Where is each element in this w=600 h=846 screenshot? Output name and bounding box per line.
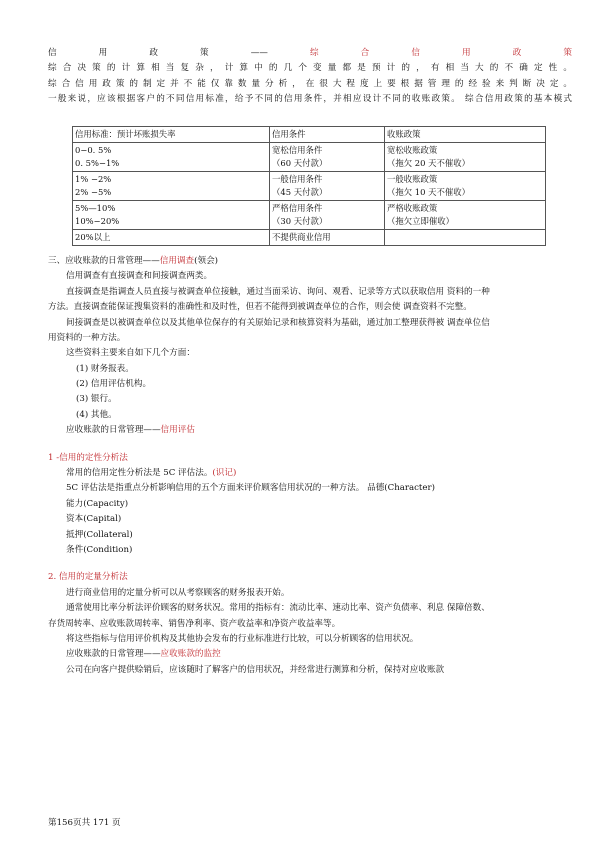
list-item: 条件(Condition)	[66, 545, 133, 555]
paragraph: 信用调查有直接调查和间接调查两类。	[66, 271, 213, 282]
cell-line: 10%−20%	[75, 215, 120, 226]
list-item: (4) 其他。	[76, 409, 117, 420]
table-header-cell: 信用标准：预计坏账损失率	[73, 126, 270, 142]
section-title-prefix: 三、应收账款的日常管理——	[48, 255, 160, 266]
cell-line: 2% −5%	[75, 186, 112, 197]
qualitative-title: 1 -信用的定性分析法	[48, 452, 128, 463]
cell-line: 一般收账政策	[387, 173, 438, 184]
table-row	[73, 171, 546, 200]
table-cell	[385, 171, 546, 200]
cell-line: （30 天付款）	[272, 215, 328, 226]
table-cell	[385, 142, 546, 171]
list-item: 能力(Capacity)	[66, 498, 129, 509]
cell-line: 1% −2%	[75, 173, 112, 184]
cell-line: （60 天付款）	[272, 157, 328, 168]
table-cell	[73, 142, 270, 171]
subsection-highlight: 应收账款的监控	[160, 649, 221, 660]
subsection-prefix: 应收账款的日常管理——	[66, 425, 161, 436]
paragraph: 将这些指标与信用评价机构及其他协会发布的行业标准进行比较，可以分析顾客的信用状况。	[66, 633, 419, 644]
subsection-prefix: 应收账款的日常管理——	[66, 649, 161, 660]
table-header-cell: 收账政策	[385, 126, 546, 142]
table-row	[73, 229, 546, 245]
cell-line: （45 天付款）	[272, 186, 328, 197]
table-cell	[73, 229, 270, 245]
cell-line: 20%以上	[75, 231, 111, 242]
paragraph: 公司在向客户提供赊销后，应该随时了解客户的信用状况，并经常进行测算和分析，保持对应收账款	[66, 664, 445, 675]
table-cell	[270, 229, 385, 245]
paragraph: 直接调查是指调查人员直接与被调查单位接触，通过当面采访、询问、观看、记录等方式以获取信用 资料的一种	[66, 286, 490, 297]
cell-line: （拖欠立即催收）	[387, 215, 454, 226]
table-row	[73, 142, 546, 171]
table-cell	[270, 142, 385, 171]
table-cell	[385, 200, 546, 229]
cell-line: 0−0. 5%	[75, 144, 112, 155]
list-item: (3) 银行。	[76, 394, 117, 405]
intro-line-3: 综合信用政策的制定并不能仅靠数量分析，在很大程度上要根据管理的经验来判断决定。	[48, 78, 572, 89]
section-3-title	[48, 254, 572, 269]
table-cell	[270, 171, 385, 200]
table-cell	[73, 171, 270, 200]
list-item: (2) 信用评估机构。	[76, 379, 152, 390]
table-cell	[270, 200, 385, 229]
page-number: 第156页共 171 页	[48, 818, 121, 828]
list-item: 资本(Capital)	[66, 514, 122, 525]
cell-line: （拖欠 10 天不催收）	[387, 186, 470, 197]
section-title-highlight: 信用调查	[159, 255, 195, 266]
quantitative-title: 2. 信用的定量分析法	[48, 572, 128, 583]
paragraph-note: (识记)	[212, 468, 237, 479]
cell-line: 宽松信用条件	[272, 144, 323, 155]
list-item: 抵押(Collateral)	[66, 529, 133, 540]
section-title-suffix: (领会)	[194, 255, 219, 266]
cell-line: 不提供商业信用	[272, 231, 331, 242]
paragraph-text: 常用的信用定性分析法是 5C 评估法。	[66, 468, 213, 479]
cell-line: 宽松收账政策	[387, 144, 438, 155]
table-cell	[73, 200, 270, 229]
document-page	[48, 46, 572, 678]
heading-line	[48, 46, 572, 61]
intro-line-4: 一般来说，应该根据客户的不同信用标准，给予不同的信用条件，并相应设计不同的收账政策。 综合信用政策的基本模式	[48, 94, 572, 105]
intro-line-2: 综合决策的计算相当复杂，计算中的几个变量都是预计的，有相当大的不确定性。	[48, 63, 572, 74]
paragraph: 用资料的一种方法。	[48, 332, 126, 343]
table-header-row	[73, 126, 546, 142]
subsection-highlight: 信用评估	[160, 425, 195, 436]
paragraph: 这些资料主要来自如下几个方面：	[66, 348, 195, 359]
subsection-title	[48, 423, 572, 438]
cell-line: 一般信用条件	[272, 173, 323, 184]
paragraph: 存货周转率、应收账款周转率、销售净利率、资产收益率和净资产收益率等。	[48, 618, 341, 629]
paragraph: 通常使用比率分析法评价顾客的财务状况。常用的指标有：流动比率、速动比率、资产负债率、利息 保障倍数、	[66, 603, 490, 614]
table-row	[73, 200, 546, 229]
credit-policy-table	[72, 126, 546, 246]
heading-prefix: 信用政策——	[48, 48, 268, 58]
subsection-title	[48, 647, 572, 662]
paragraph: 5C 评估法是指重点分析影响信用的五个方面来评价顾客信用状况的一种方法。 品德(Character)	[66, 483, 435, 494]
paragraph: 间接调查是以被调查单位以及其他单位保存的有关原始记录和核算资料为基础，通过加工整理获得被 调查单位信	[66, 317, 490, 328]
cell-line: 0. 5%−1%	[75, 157, 120, 168]
paragraph: 进行商业信用的定量分析可以从考察顾客的财务报表开始。	[66, 587, 290, 598]
cell-line: 5%—10%	[75, 202, 116, 213]
table-header-cell: 信用条件	[270, 126, 385, 142]
paragraph: 方法。直接调查能保证搜集资料的准确性和及时性，但若不能得到被调查单位的合作，则会使 调查资料不完整。	[48, 302, 472, 313]
cell-line: 严格信用条件	[272, 202, 323, 213]
cell-line: （拖欠 20 天不催收）	[387, 157, 470, 168]
table-cell	[385, 229, 546, 245]
cell-line: 严格收账政策	[387, 202, 438, 213]
list-item: (1) 财务报表。	[76, 363, 134, 374]
paragraph	[48, 466, 572, 481]
heading-title: 综合信用政策	[267, 48, 572, 58]
